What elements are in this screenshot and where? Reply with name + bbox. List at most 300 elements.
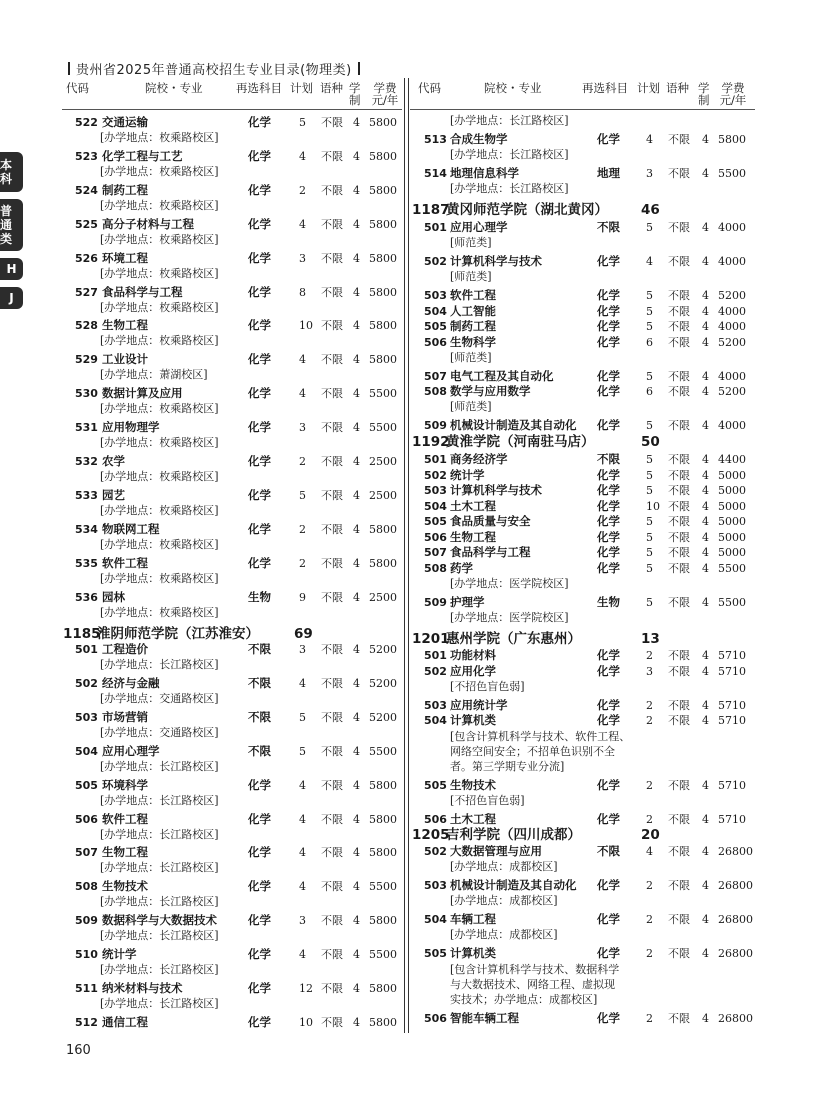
major-language: 不限 bbox=[321, 846, 343, 860]
major-length: 4 bbox=[702, 453, 709, 466]
major-code: 506 bbox=[424, 335, 447, 349]
major-code: 505 bbox=[424, 779, 447, 792]
major-code: 502 bbox=[424, 255, 447, 268]
major-code: 506 bbox=[424, 813, 447, 826]
major-subject: 化学 bbox=[597, 1011, 620, 1025]
major-fee: 5800 bbox=[369, 319, 397, 333]
major-note: [办学地点：成都校区] bbox=[450, 860, 558, 873]
major-fee: 5200 bbox=[369, 643, 397, 656]
major-language: 不限 bbox=[668, 913, 690, 926]
major-length: 4 bbox=[353, 556, 360, 570]
major-fee: 5000 bbox=[718, 546, 746, 559]
major-length: 4 bbox=[353, 778, 360, 792]
major-code: 502 bbox=[424, 468, 447, 482]
major-code: 522 bbox=[75, 116, 98, 129]
major-plan: 5 bbox=[646, 468, 653, 482]
major-row bbox=[0, 351, 816, 368]
major-note: [办学地点：枚乘路校区] bbox=[100, 470, 219, 483]
major-plan: 4 bbox=[299, 812, 306, 826]
major-code: 504 bbox=[424, 714, 447, 727]
major-name: 数据计算及应用 bbox=[102, 386, 183, 401]
major-subject: 化学 bbox=[248, 386, 271, 401]
major-language: 不限 bbox=[668, 779, 690, 792]
major-subject: 化学 bbox=[597, 514, 620, 528]
major-row bbox=[0, 219, 816, 236]
major-name: 计算机类 bbox=[450, 713, 496, 727]
major-subject: 不限 bbox=[248, 642, 271, 656]
major-row bbox=[0, 544, 816, 561]
major-subject: 地理 bbox=[597, 166, 620, 180]
side-tab-h: H bbox=[0, 258, 23, 280]
major-code: 509 bbox=[424, 595, 447, 609]
major-fee: 5500 bbox=[369, 744, 397, 758]
major-row bbox=[0, 467, 816, 484]
major-row bbox=[0, 743, 816, 760]
major-length: 4 bbox=[702, 913, 709, 926]
major-row bbox=[0, 647, 816, 664]
major-code: 501 bbox=[424, 649, 447, 662]
major-note: 与大数据技术、网络工程、虚拟现 bbox=[450, 978, 615, 991]
major-fee: 2500 bbox=[369, 455, 397, 468]
major-name: 护理学 bbox=[450, 594, 485, 609]
major-name: 土木工程 bbox=[450, 498, 496, 513]
major-language: 不限 bbox=[668, 289, 690, 302]
major-name: 经济与金融 bbox=[102, 675, 160, 690]
major-subject: 化学 bbox=[248, 811, 271, 826]
major-language: 不限 bbox=[668, 664, 690, 678]
major-row bbox=[0, 148, 816, 165]
major-length: 4 bbox=[353, 421, 360, 435]
major-fee: 5000 bbox=[718, 530, 746, 544]
major-plan: 4 bbox=[299, 217, 306, 231]
major-note: [不招色盲色弱] bbox=[450, 679, 525, 693]
major-plan: 4 bbox=[646, 255, 653, 268]
major-plan: 5 bbox=[646, 320, 653, 333]
major-subject: 化学 bbox=[597, 648, 620, 662]
major-plan: 2 bbox=[646, 813, 653, 826]
major-subject: 化学 bbox=[597, 319, 620, 333]
major-fee: 5000 bbox=[718, 468, 746, 482]
major-subject: 化学 bbox=[597, 878, 620, 892]
major-note: [办学地点：长江路校区] bbox=[450, 148, 569, 161]
major-code: 535 bbox=[75, 556, 98, 570]
major-code: 504 bbox=[424, 499, 447, 513]
major-row bbox=[0, 482, 816, 499]
major-name: 机械设计制造及其自动化 bbox=[450, 418, 577, 432]
major-note: [办学地点：长江路校区] bbox=[100, 929, 219, 943]
major-code: 501 bbox=[424, 453, 447, 466]
major-note: [师范类] bbox=[450, 270, 492, 283]
major-plan: 10 bbox=[646, 499, 660, 513]
school-plan: 20 bbox=[641, 827, 660, 843]
major-row bbox=[0, 594, 816, 611]
major-name: 生物技术 bbox=[102, 879, 148, 894]
major-language: 不限 bbox=[668, 530, 690, 544]
major-code: 513 bbox=[424, 133, 447, 146]
major-note: [包含计算机科学与技术、软件工程、 bbox=[450, 730, 631, 743]
major-name: 数学与应用数学 bbox=[450, 384, 531, 398]
major-name: 应用物理学 bbox=[102, 420, 160, 435]
major-code: 525 bbox=[75, 217, 98, 231]
major-note: [办学地点：医学院校区] bbox=[450, 610, 569, 624]
major-plan: 2 bbox=[299, 556, 306, 570]
major-name: 数据科学与大数据技术 bbox=[102, 913, 217, 928]
major-subject: 化学 bbox=[597, 303, 620, 318]
major-subject: 不限 bbox=[248, 743, 271, 758]
major-subject: 化学 bbox=[248, 318, 271, 333]
major-note: [办学地点：枚乘路校区] bbox=[100, 300, 219, 314]
major-length: 4 bbox=[702, 419, 709, 432]
major-code: 523 bbox=[75, 149, 98, 163]
major-fee: 4000 bbox=[718, 304, 746, 318]
major-language: 不限 bbox=[668, 133, 690, 146]
major-subject: 化学 bbox=[248, 947, 271, 962]
major-length: 4 bbox=[353, 285, 360, 299]
major-code: 530 bbox=[75, 387, 98, 401]
major-note: [办学地点：交通路校区] bbox=[100, 725, 219, 739]
major-fee: 5710 bbox=[718, 698, 746, 712]
major-code: 501 bbox=[424, 221, 447, 234]
major-fee: 4000 bbox=[718, 320, 746, 333]
major-subject: 化学 bbox=[248, 250, 271, 265]
major-fee: 5500 bbox=[718, 561, 746, 575]
major-code: 505 bbox=[424, 947, 447, 960]
major-fee: 2500 bbox=[369, 590, 397, 604]
major-plan: 3 bbox=[299, 643, 306, 656]
major-fee: 5500 bbox=[718, 167, 746, 180]
major-name: 制药工程 bbox=[102, 182, 148, 197]
major-plan: 5 bbox=[646, 289, 653, 302]
major-plan: 5 bbox=[646, 515, 653, 528]
major-plan: 2 bbox=[646, 714, 653, 727]
major-length: 4 bbox=[353, 522, 360, 536]
major-note: 者。第三学期专业分流] bbox=[450, 760, 565, 773]
major-code: 504 bbox=[75, 744, 98, 758]
major-code: 507 bbox=[424, 546, 447, 559]
major-language: 不限 bbox=[668, 499, 690, 513]
major-subject: 化学 bbox=[597, 498, 620, 513]
major-subject: 化学 bbox=[248, 879, 271, 894]
major-name: 环境科学 bbox=[102, 777, 148, 792]
major-code: 506 bbox=[424, 530, 447, 544]
major-note: [办学地点：萧湖校区] bbox=[100, 368, 208, 382]
major-subject: 化学 bbox=[597, 529, 620, 544]
major-language: 不限 bbox=[321, 982, 343, 995]
major-language: 不限 bbox=[668, 698, 690, 712]
major-name: 应用心理学 bbox=[450, 220, 508, 234]
major-subject: 化学 bbox=[248, 1014, 271, 1029]
major-fee: 5200 bbox=[369, 676, 397, 690]
major-subject: 生物 bbox=[597, 594, 620, 609]
major-fee: 4000 bbox=[718, 419, 746, 432]
major-length: 4 bbox=[702, 255, 709, 268]
major-plan: 4 bbox=[646, 133, 653, 146]
major-name: 工业设计 bbox=[102, 352, 148, 367]
major-name: 药学 bbox=[450, 560, 473, 575]
major-note: [办学地点：长江路校区] bbox=[100, 827, 219, 841]
major-row bbox=[0, 777, 816, 794]
major-row bbox=[0, 663, 816, 680]
major-note: [办学地点：医学院校区] bbox=[450, 576, 569, 590]
major-name: 食品科学与工程 bbox=[102, 284, 183, 299]
major-note: [办学地点：长江路校区] bbox=[100, 895, 219, 909]
major-note: [办学地点：枚乘路校区] bbox=[100, 334, 219, 348]
major-note: [办学地点：长江路校区] bbox=[100, 759, 219, 773]
major-name: 工程造价 bbox=[102, 642, 148, 656]
major-note: [办学地点：枚乘路校区] bbox=[100, 164, 219, 178]
major-subject: 化学 bbox=[597, 812, 620, 826]
major-code: 527 bbox=[75, 285, 98, 299]
major-language: 不限 bbox=[321, 285, 343, 299]
major-code: 508 bbox=[424, 561, 447, 575]
major-name: 软件工程 bbox=[102, 555, 148, 570]
major-fee: 5800 bbox=[369, 812, 397, 826]
major-note: [办学地点：枚乘路校区] bbox=[100, 605, 219, 619]
major-note: [办学地点：枚乘路校区] bbox=[100, 571, 219, 585]
major-note: [师范类] bbox=[450, 350, 492, 364]
major-subject: 不限 bbox=[597, 844, 620, 858]
major-subject: 化学 bbox=[248, 352, 271, 367]
major-length: 4 bbox=[702, 813, 709, 826]
major-plan: 5 bbox=[646, 595, 653, 609]
major-fee: 5800 bbox=[718, 133, 746, 146]
major-language: 不限 bbox=[668, 167, 690, 180]
major-subject: 化学 bbox=[597, 467, 620, 482]
major-row bbox=[0, 1010, 816, 1027]
major-plan: 12 bbox=[299, 982, 313, 995]
major-code: 504 bbox=[424, 913, 447, 926]
major-row bbox=[0, 182, 816, 199]
major-subject: 不限 bbox=[248, 709, 271, 724]
major-fee: 5200 bbox=[369, 710, 397, 724]
major-language: 不限 bbox=[668, 304, 690, 318]
major-length: 4 bbox=[702, 595, 709, 609]
major-code: 505 bbox=[424, 515, 447, 528]
major-language: 不限 bbox=[668, 484, 690, 497]
major-language: 不限 bbox=[668, 649, 690, 662]
major-plan: 5 bbox=[299, 710, 306, 724]
major-fee: 5710 bbox=[718, 664, 746, 678]
major-note: [办学地点：长江路校区] bbox=[100, 997, 219, 1010]
major-name: 食品科学与工程 bbox=[450, 545, 531, 559]
major-language: 不限 bbox=[668, 561, 690, 575]
major-code: 507 bbox=[75, 846, 98, 860]
major-note: 网络空间安全；不招单色识别不全 bbox=[450, 745, 615, 758]
major-language: 不限 bbox=[668, 813, 690, 826]
major-note: [办学地点：交通路校区] bbox=[100, 691, 219, 705]
major-length: 4 bbox=[353, 455, 360, 468]
major-row bbox=[0, 843, 816, 860]
major-fee: 5500 bbox=[718, 595, 746, 609]
major-code: 506 bbox=[75, 812, 98, 826]
major-name: 计算机科学与技术 bbox=[450, 483, 542, 497]
major-name: 软件工程 bbox=[450, 288, 496, 302]
major-plan: 4 bbox=[299, 149, 306, 163]
major-row bbox=[0, 303, 816, 320]
major-language: 不限 bbox=[668, 546, 690, 559]
major-code: 511 bbox=[75, 982, 98, 995]
major-fee: 26800 bbox=[718, 947, 753, 960]
major-fee: 5500 bbox=[369, 421, 397, 435]
major-length: 4 bbox=[353, 353, 360, 367]
major-plan: 2 bbox=[646, 879, 653, 892]
major-language: 不限 bbox=[668, 714, 690, 727]
major-language: 不限 bbox=[321, 421, 343, 435]
major-code: 505 bbox=[75, 778, 98, 792]
school-name: 黄冈师范学院（湖北黄冈） bbox=[446, 202, 608, 218]
major-language: 不限 bbox=[321, 1015, 343, 1029]
major-fee: 5800 bbox=[369, 778, 397, 792]
major-fee: 5000 bbox=[718, 484, 746, 497]
major-subject: 不限 bbox=[248, 675, 271, 690]
major-subject: 化学 bbox=[248, 115, 271, 129]
major-language: 不限 bbox=[321, 643, 343, 656]
major-language: 不限 bbox=[668, 221, 690, 234]
major-name: 功能材料 bbox=[450, 648, 496, 662]
major-subject: 化学 bbox=[248, 981, 271, 995]
major-length: 4 bbox=[353, 710, 360, 724]
major-length: 4 bbox=[702, 499, 709, 513]
major-plan: 5 bbox=[299, 744, 306, 758]
major-row bbox=[0, 318, 816, 335]
major-name: 化学工程与工艺 bbox=[102, 148, 183, 163]
major-language: 不限 bbox=[668, 845, 690, 858]
major-fee: 5800 bbox=[369, 285, 397, 299]
major-plan: 2 bbox=[299, 455, 306, 468]
major-name: 交通运输 bbox=[102, 115, 148, 129]
major-fee: 5500 bbox=[369, 948, 397, 962]
major-plan: 4 bbox=[299, 948, 306, 962]
major-language: 不限 bbox=[321, 556, 343, 570]
major-plan: 2 bbox=[299, 183, 306, 197]
major-code: 529 bbox=[75, 353, 98, 367]
page-header bbox=[62, 59, 366, 78]
header-code: 代码 bbox=[418, 81, 441, 95]
major-length: 4 bbox=[353, 116, 360, 129]
major-plan: 5 bbox=[646, 369, 653, 383]
major-code: 508 bbox=[75, 880, 98, 894]
major-row bbox=[0, 383, 816, 400]
major-code: 506 bbox=[424, 1012, 447, 1025]
major-length: 4 bbox=[353, 812, 360, 826]
major-row bbox=[0, 529, 816, 546]
major-length: 4 bbox=[702, 649, 709, 662]
school-header bbox=[0, 432, 816, 452]
header-school-major: 院校・专业 bbox=[484, 81, 542, 95]
major-fee: 4000 bbox=[718, 369, 746, 383]
major-fee: 5800 bbox=[369, 556, 397, 570]
major-subject: 化学 bbox=[248, 216, 271, 231]
major-name: 地理信息科学 bbox=[450, 166, 519, 180]
major-note: [办学地点：枚乘路校区] bbox=[100, 537, 219, 551]
major-length: 4 bbox=[702, 879, 709, 892]
major-note: [包含计算机科学与技术、数据科学 bbox=[450, 963, 620, 976]
major-subject: 化学 bbox=[248, 454, 271, 468]
school-header bbox=[0, 629, 816, 649]
major-name: 园艺 bbox=[102, 487, 125, 502]
major-code: 533 bbox=[75, 488, 98, 502]
major-plan: 2 bbox=[646, 649, 653, 662]
major-note: [办学地点：枚乘路校区] bbox=[100, 232, 219, 246]
major-row bbox=[0, 697, 816, 714]
major-fee: 26800 bbox=[718, 845, 753, 858]
major-plan: 3 bbox=[646, 167, 653, 180]
major-row bbox=[0, 945, 816, 962]
major-code: 509 bbox=[75, 914, 98, 928]
major-note: [办学地点：枚乘路校区] bbox=[100, 198, 219, 212]
major-row bbox=[0, 712, 816, 729]
major-language: 不限 bbox=[668, 595, 690, 609]
major-note: [办学地点：枚乘路校区] bbox=[100, 402, 219, 416]
major-language: 不限 bbox=[668, 369, 690, 383]
major-subject: 化学 bbox=[248, 148, 271, 163]
major-code: 505 bbox=[424, 320, 447, 333]
major-note: [师范类] bbox=[450, 400, 492, 413]
major-length: 4 bbox=[702, 546, 709, 559]
major-subject: 化学 bbox=[248, 487, 271, 502]
major-name: 商务经济学 bbox=[450, 452, 508, 466]
major-note: [办学地点：长江路校区] bbox=[100, 658, 219, 671]
major-language: 不限 bbox=[321, 880, 343, 894]
school-code: 1192 bbox=[412, 434, 450, 450]
major-fee: 5710 bbox=[718, 714, 746, 727]
major-language: 不限 bbox=[321, 387, 343, 401]
major-subject: 化学 bbox=[248, 182, 271, 197]
major-note: [办学地点：长江路校区] bbox=[100, 963, 219, 977]
major-name: 环境工程 bbox=[102, 250, 148, 265]
major-subject: 化学 bbox=[597, 912, 620, 926]
major-row bbox=[0, 165, 816, 182]
major-fee: 5800 bbox=[369, 914, 397, 928]
major-plan: 8 bbox=[299, 285, 306, 299]
major-language: 不限 bbox=[321, 319, 343, 333]
major-fee: 5800 bbox=[369, 353, 397, 367]
major-length: 4 bbox=[702, 530, 709, 544]
major-language: 不限 bbox=[321, 710, 343, 724]
major-language: 不限 bbox=[321, 116, 343, 129]
major-length: 4 bbox=[353, 183, 360, 197]
major-name: 机械设计制造及其自动化 bbox=[450, 878, 577, 892]
major-note: [不招色盲色弱] bbox=[450, 794, 525, 807]
major-plan: 5 bbox=[646, 419, 653, 432]
major-name: 制药工程 bbox=[450, 319, 496, 333]
major-length: 4 bbox=[353, 846, 360, 860]
major-subject: 化学 bbox=[248, 555, 271, 570]
major-length: 4 bbox=[353, 590, 360, 604]
header-subject: 再选科目 bbox=[582, 81, 628, 95]
major-length: 4 bbox=[353, 948, 360, 962]
major-plan: 5 bbox=[646, 530, 653, 544]
header-plan: 计划 bbox=[637, 81, 660, 95]
major-name: 计算机科学与技术 bbox=[450, 254, 542, 268]
major-length: 4 bbox=[702, 385, 709, 398]
school-header bbox=[0, 200, 816, 220]
major-plan: 2 bbox=[646, 779, 653, 792]
major-code: 508 bbox=[424, 385, 447, 398]
major-name: 生物技术 bbox=[450, 778, 496, 792]
major-row bbox=[0, 513, 816, 530]
major-code: 504 bbox=[424, 304, 447, 318]
major-language: 不限 bbox=[321, 676, 343, 690]
major-length: 4 bbox=[702, 369, 709, 383]
school-code: 1205 bbox=[412, 827, 450, 843]
school-plan: 46 bbox=[641, 202, 660, 218]
major-fee: 5200 bbox=[718, 335, 746, 349]
major-plan: 4 bbox=[299, 880, 306, 894]
major-language: 不限 bbox=[321, 455, 343, 468]
major-length: 4 bbox=[702, 304, 709, 318]
major-fee: 5800 bbox=[369, 1015, 397, 1029]
